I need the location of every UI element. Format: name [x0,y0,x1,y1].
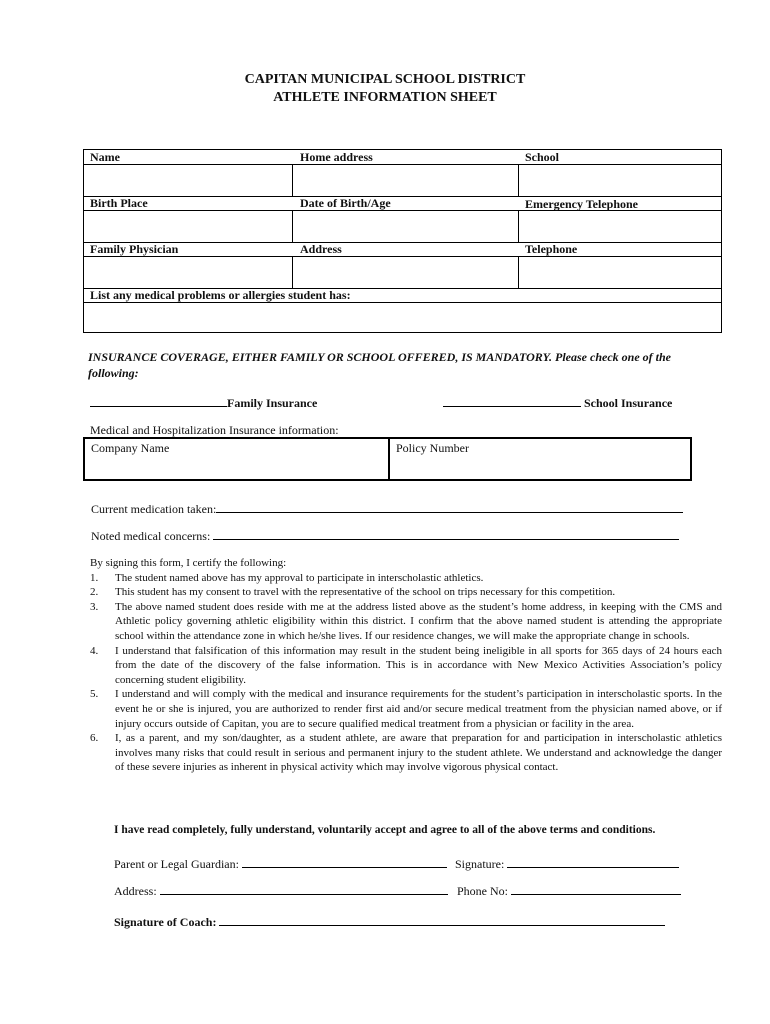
name-label: Name [90,150,120,164]
guardian-field [114,856,447,872]
current-medication-blank[interactable] [216,501,683,513]
item-text: I, as a parent, and my son/daughter, as a student athlete, are aware that preparation for and participation in interscholastic athletics involves many risks that could result in serious and permanent injury to the student athlete. We understand and acknowledge the danger of these severe injuries as inherent in physical activity which may involve vigorous physical contact. [115,732,722,774]
item-text: I understand and will comply with the medical and insurance requirements for the student’s participation in interscholastic sports. In the event he or she is injured, you are authorized to render first aid and/or secure medical treatment from the physician named above, or if injury occurs outside of Capitan, you are to secure qualified medical treatment from a physician or facility in the area. [115,688,722,730]
family-physician-label: Family Physician [90,242,179,256]
emergency-telephone-label: Emergency Telephone [525,197,638,211]
medical-insurance-title [90,423,339,438]
list-item [90,687,722,731]
coach-field [114,914,665,930]
list-item [90,585,722,600]
dob-age-label: Date of Birth/Age [300,196,391,210]
table-rule [84,256,721,257]
current-medication-field [91,501,683,517]
guardian-blank[interactable] [242,856,447,868]
medical-concerns-blank[interactable] [213,528,679,540]
guardian-label: Parent or Legal Guardian: [114,857,239,871]
phone-blank[interactable] [511,883,681,895]
list-item [90,731,722,775]
medical-problems-label: List any medical problems or allergies student has: [90,288,351,302]
agreement-statement: I have read completely, fully understand, voluntarily accept and agree to all of the above terms and conditions. [114,824,656,836]
table-divider [292,164,293,196]
terms-intro: By signing this form, I certify the following: [90,557,287,569]
birth-place-label: Birth Place [90,196,148,210]
table-divider [518,164,519,196]
item-number: 2. [90,586,99,599]
item-text: The above named student does reside with me at the address listed above as the student’s home address, in keeping with the CMS and Athletic policy governing athletic eligibility within this district. I confirm that the above named student is attending the appropriate school within the attendance zone in which he/she lives. If our residence changes, we will make the appropriate change in schools. [115,600,722,642]
home-address-label: Home address [300,150,373,164]
item-text: The student named above has my approval to participate in interscholastic athletics. [115,571,484,584]
item-text: I understand that falsification of this information may result in the student being ineligible in all sports for 365 days of 24 hours each from the date of the discovery of the false information. This is in accordance with New Mexico Activities Association’s policy concerning student eligibility. [115,644,722,686]
sheet-title: ATHLETE INFORMATION SHEET [273,90,497,105]
item-text: This student has my consent to travel with the representative of the school on trips necessary for this competition. [115,586,616,599]
table-divider [292,210,293,242]
item-number: 4. [90,644,99,657]
coach-blank[interactable] [219,914,665,926]
school-label: School [525,150,560,164]
address-field [114,883,448,899]
telephone-label: Telephone [525,242,578,256]
phone-label: Phone No: [457,884,508,898]
school-insurance-option [443,395,672,411]
list-item [90,644,722,688]
terms-section [90,556,722,775]
table-divider [292,256,293,288]
policy-number-label: Policy Number [396,441,469,455]
list-item [90,571,722,586]
family-insurance-blank[interactable] [90,395,227,407]
address-blank[interactable] [160,883,448,895]
company-name-label: Company Name [91,441,170,455]
signature-blank[interactable] [507,856,679,868]
list-item [90,600,722,644]
current-medication-label: Current medication taken: [91,502,217,516]
school-insurance-label: School Insurance [584,396,673,410]
medical-insurance-title-text: Medical and Hospitalization Insurance information: [90,423,339,437]
address-label: Address: [114,884,157,898]
insurance-notice: INSURANCE COVERAGE, EITHER FAMILY OR SCHOOL OFFERED, IS MANDATORY. Please check one of the following: [88,350,671,380]
family-insurance-option [90,395,317,411]
terms-list [90,571,722,775]
family-insurance-label: Family Insurance [227,396,318,410]
table-divider [388,439,390,479]
insurance-company-table [83,437,692,481]
table-divider [518,210,519,242]
table-divider [518,256,519,288]
medical-concerns-label: Noted medical concerns: [91,529,211,543]
item-number: 5. [90,688,99,701]
item-number: 6. [90,732,99,745]
signature-label: Signature: [455,857,505,871]
item-number: 3. [90,600,99,613]
phone-field [457,883,681,899]
table-rule [84,242,721,243]
coach-label: Signature of Coach: [114,915,217,929]
district-title: CAPITAN MUNICIPAL SCHOOL DISTRICT [244,72,526,87]
school-insurance-blank[interactable] [443,395,581,407]
address-label: Address [300,242,342,256]
medical-concerns-field [91,528,679,544]
table-rule [84,164,721,165]
signature-field [455,856,679,872]
athlete-info-table [83,149,722,333]
item-number: 1. [90,571,99,584]
